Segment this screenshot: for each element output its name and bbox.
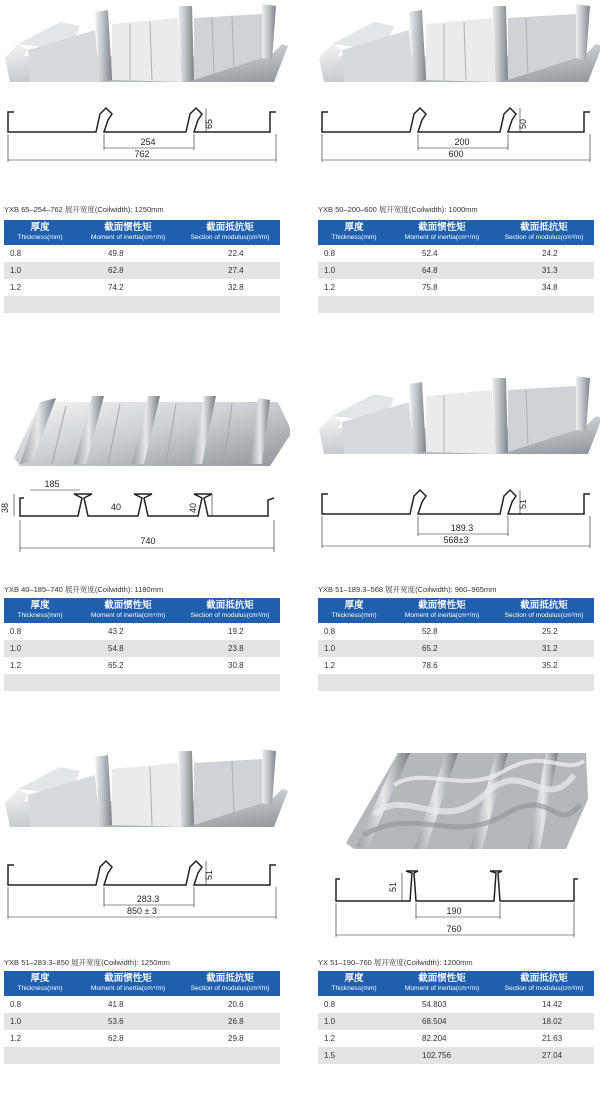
product-panel-4 [314, 372, 600, 702]
dim-rib-height: 51 [388, 881, 398, 893]
table-row: 1.2 65.2 30.8 [4, 657, 280, 674]
profile-drawing [0, 472, 290, 554]
table-row [318, 296, 594, 313]
table-row: 0.8 43.2 19.2 [4, 623, 280, 640]
table-row: 1.2 62.8 29.8 [4, 1030, 280, 1047]
table-row: 1.2 82.204 21.63 [318, 1030, 594, 1047]
deck-photo [334, 745, 594, 855]
deck-photo [314, 0, 600, 90]
table-row: 1.0 68.504 18.02 [318, 1013, 594, 1030]
dim-rib-spacing: 283.3 [136, 894, 160, 904]
table-header: 厚度 Thickness(mm) 截面惯性矩 Moment of inertia(cm⁴/m) 截面抵抗矩 Section of modulus(cm³/m) [4, 971, 280, 996]
dim-rib-height: 50 [518, 118, 528, 130]
product-panel-1 [0, 0, 290, 330]
profile-drawing [314, 482, 600, 552]
table-row: 1.0 53.6 26.8 [4, 1013, 280, 1030]
table-header: 厚度 Thickness(mm) 截面惯性矩 Moment of inertia(cm⁴/m) 截面抵抗矩 Section of modulus(cm³/m) [318, 971, 594, 996]
dim-cover-width: 740 [140, 536, 156, 546]
table-row: 0.8 52.4 24.2 [318, 245, 594, 262]
dim-cover-width: 760 [446, 924, 462, 934]
dim-rib-spacing: 185 [44, 479, 60, 489]
dim-rib-height: 51 [204, 869, 214, 881]
deck-photo [314, 372, 600, 462]
table-row: 1.2 74.2 32.8 [4, 279, 280, 296]
table-header: 厚度 Thickness(mm) 截面惯性矩 Moment of inertia(cm⁴/m) 截面抵抗矩 Section of modulus(cm³/m) [4, 220, 280, 245]
product-caption: YXB 40–185–740 展开宽度(Coilwidth): 1180mm [4, 585, 164, 594]
table-row: 1.2 78.6 35.2 [318, 657, 594, 674]
dim-cover-width: 850 ± 3 [127, 906, 157, 916]
dim-cover-width: 600 [448, 149, 464, 159]
spec-table [318, 220, 594, 313]
dim-rib-spacing: 189.3 [450, 523, 474, 533]
dim-rib-height: 51 [518, 498, 528, 510]
table-header: 厚度 Thickness(mm) 截面惯性矩 Moment of inertia(cm⁴/m) 截面抵抗矩 Section of modulus(cm³/m) [318, 220, 594, 245]
table-row: 1.0 54.8 23.8 [4, 640, 280, 657]
product-panel-3 [0, 372, 290, 702]
spec-table [318, 598, 594, 691]
product-caption: YXB 51–189.3–568 展开宽度(Coilwidth): 960–965mm [318, 585, 497, 594]
profile-drawing [0, 100, 290, 170]
table-header: 厚度 Thickness(mm) 截面惯性矩 Moment of inertia(cm⁴/m) 截面抵抗矩 Section of modulus(cm³/m) [318, 598, 594, 623]
product-caption: YXB 65–254–762 展开宽度(Coilwidth): 1250mm [4, 205, 164, 214]
dim-rib-height: 65 [204, 118, 214, 130]
spec-table [318, 971, 594, 1064]
table-row: 0.8 52.8 25.2 [318, 623, 594, 640]
table-row: 0.8 49.8 22.4 [4, 245, 280, 262]
dim-cover-width: 762 [134, 149, 150, 159]
table-row: 1.2 75.8 34.8 [318, 279, 594, 296]
dim-rib-top: 40 [110, 502, 122, 512]
table-row: 1.0 62.8 27.4 [4, 262, 280, 279]
spec-table [4, 598, 280, 691]
dim-rib-spacing: 200 [454, 137, 470, 147]
deck-photo [0, 380, 290, 470]
table-row [4, 296, 280, 313]
table-row: 1.0 65.2 31.2 [318, 640, 594, 657]
dim-rib-height: 40 [188, 502, 198, 514]
profile-drawing [0, 853, 290, 925]
product-caption: YXB 50–200–600 展开宽度(Coilwidth): 1000mm [318, 205, 478, 214]
dim-depth: 38 [0, 502, 10, 514]
table-row: 0.8 41.8 20.6 [4, 996, 280, 1013]
table-row [4, 1047, 280, 1064]
table-header: 厚度 Thickness(mm) 截面惯性矩 Moment of inertia(cm⁴/m) 截面抵抗矩 Section of modulus(cm³/m) [4, 598, 280, 623]
product-caption: YX 51–190–760 展开宽度(Coilwidth): 1200mm [318, 958, 473, 967]
dim-rib-spacing: 254 [140, 137, 156, 147]
table-row: 1.0 64.8 31.3 [318, 262, 594, 279]
product-panel-2 [314, 0, 600, 330]
deck-photo [0, 745, 290, 835]
table-row: 1.5 102.756 27.04 [318, 1047, 594, 1064]
deck-photo [0, 0, 290, 90]
table-row [318, 674, 594, 691]
spec-table [4, 971, 280, 1064]
profile-drawing [314, 863, 600, 943]
spec-table [4, 220, 280, 313]
dim-rib-spacing: 190 [446, 906, 462, 916]
table-row [4, 674, 280, 691]
dim-cover-width: 568±3 [443, 535, 469, 545]
product-caption: YXB 51–283.3–850 展开宽度(Coilwidth): 1250mm [4, 958, 170, 967]
table-row: 0.8 54.803 14.42 [318, 996, 594, 1013]
product-panel-6 [314, 745, 600, 1095]
product-panel-5 [0, 745, 290, 1095]
profile-drawing [314, 100, 600, 170]
